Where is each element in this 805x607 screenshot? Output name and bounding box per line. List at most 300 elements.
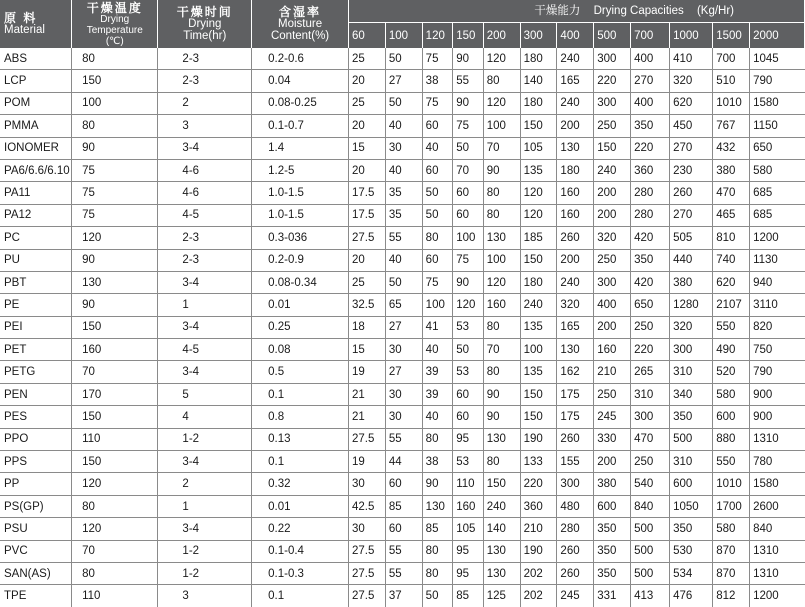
capacity-cell: 27.5 (348, 540, 385, 562)
capacity-cell: 767 (713, 115, 750, 137)
capacity-cell: 650 (750, 137, 805, 159)
capacity-cell: 80 (422, 562, 453, 584)
capacity-cell: 360 (631, 159, 670, 181)
capacity-cell: 39 (422, 383, 453, 405)
capacity-cell: 320 (670, 316, 713, 338)
capacity-cell: 200 (594, 204, 631, 226)
capacity-column-header: 100 (385, 23, 422, 49)
capacity-cell: 400 (631, 92, 670, 114)
capacity-cell: 790 (750, 361, 805, 383)
capacity-cell: 160 (453, 495, 484, 517)
moisture-cell: 0.8 (252, 406, 349, 428)
capacity-cell: 80 (422, 540, 453, 562)
table-row (0, 92, 805, 114)
capacity-cell: 44 (385, 451, 422, 473)
capacity-cell: 1280 (670, 294, 713, 316)
table-row (0, 428, 805, 450)
temperature-cell: 150 (72, 406, 158, 428)
moisture-cell: 0.25 (252, 316, 349, 338)
table-row (0, 451, 805, 473)
capacity-cell: 27.5 (348, 428, 385, 450)
table-header (0, 0, 805, 48)
capacity-cell: 280 (631, 182, 670, 204)
capacity-cell: 165 (557, 70, 594, 92)
capacity-cell: 42.5 (348, 495, 385, 517)
capacity-cell: 162 (557, 361, 594, 383)
capacity-cell: 500 (631, 562, 670, 584)
capacity-cell: 202 (520, 585, 557, 607)
capacity-cell: 350 (670, 518, 713, 540)
capacity-cell: 250 (631, 316, 670, 338)
time-cell: 1-2 (158, 562, 252, 584)
time-cell: 4-5 (158, 204, 252, 226)
material-cell: ABS (0, 48, 72, 70)
capacity-cell: 150 (520, 383, 557, 405)
moisture-cell: 0.1-0.3 (252, 562, 349, 584)
capacity-cell: 55 (385, 227, 422, 249)
capacity-cell: 85 (385, 495, 422, 517)
capacity-cell: 120 (483, 271, 520, 293)
capacity-cell: 53 (453, 451, 484, 473)
capacity-cell: 120 (483, 48, 520, 70)
moisture-cell: 0.04 (252, 70, 349, 92)
capacity-cell: 1580 (750, 473, 805, 495)
moisture-cell: 1.0-1.5 (252, 204, 349, 226)
time-cell: 3-4 (158, 316, 252, 338)
capacity-cell: 90 (453, 271, 484, 293)
capacity-column-header: 300 (520, 23, 557, 49)
capacity-cell: 25 (348, 271, 385, 293)
time-cell: 4-6 (158, 182, 252, 204)
capacity-cell: 260 (557, 540, 594, 562)
capacity-cell: 270 (670, 137, 713, 159)
capacity-cell: 220 (594, 70, 631, 92)
capacity-cell: 120 (453, 294, 484, 316)
capacity-cell: 80 (483, 70, 520, 92)
capacity-column-header: 120 (422, 23, 453, 49)
moisture-cell: 0.08-0.34 (252, 271, 349, 293)
capacity-cell: 135 (520, 316, 557, 338)
capacity-cell: 27.5 (348, 562, 385, 584)
capacity-cell: 53 (453, 316, 484, 338)
capacity-cell: 165 (557, 316, 594, 338)
time-cell: 2-3 (158, 249, 252, 271)
capacity-cell: 180 (520, 271, 557, 293)
table-row (0, 294, 805, 316)
capacity-cell: 200 (557, 115, 594, 137)
table-row (0, 227, 805, 249)
capacity-cell: 1310 (750, 562, 805, 584)
moisture-cell: 0.13 (252, 428, 349, 450)
capacity-cell: 550 (713, 316, 750, 338)
capacity-cell: 820 (750, 316, 805, 338)
capacity-cell: 300 (631, 406, 670, 428)
capacity-cell: 740 (713, 249, 750, 271)
material-cell: PEN (0, 383, 72, 405)
capacity-cell: 15 (348, 339, 385, 361)
capacity-cell: 20 (348, 115, 385, 137)
capacity-cell: 27.5 (348, 585, 385, 607)
capacity-cell: 900 (750, 383, 805, 405)
capacity-cell: 40 (385, 115, 422, 137)
capacity-cell: 39 (422, 361, 453, 383)
capacity-cell: 900 (750, 406, 805, 428)
table-row (0, 406, 805, 428)
material-cell: PA12 (0, 204, 72, 226)
time-cell: 1-2 (158, 540, 252, 562)
capacity-cell: 420 (631, 227, 670, 249)
temperature-cell: 80 (72, 48, 158, 70)
capacity-cell: 60 (453, 406, 484, 428)
capacity-cell: 55 (385, 562, 422, 584)
capacity-cell: 510 (713, 70, 750, 92)
capacity-cell: 265 (631, 361, 670, 383)
header-material: 原 料 Material (0, 0, 72, 48)
capacity-cell: 620 (713, 271, 750, 293)
material-cell: PEI (0, 316, 72, 338)
table-row (0, 182, 805, 204)
temperature-cell: 75 (72, 204, 158, 226)
capacity-cell: 21 (348, 406, 385, 428)
capacity-cell: 105 (453, 518, 484, 540)
capacity-cell: 470 (631, 428, 670, 450)
capacity-cell: 160 (557, 204, 594, 226)
capacity-cell: 17.5 (348, 182, 385, 204)
table-row (0, 48, 805, 70)
capacity-cell: 40 (385, 249, 422, 271)
capacity-column-header: 60 (348, 23, 385, 49)
temperature-cell: 160 (72, 339, 158, 361)
material-cell: PBT (0, 271, 72, 293)
capacity-cell: 80 (422, 428, 453, 450)
capacity-cell: 80 (483, 451, 520, 473)
capacity-cell: 350 (594, 540, 631, 562)
temperature-cell: 170 (72, 383, 158, 405)
capacity-cell: 50 (422, 585, 453, 607)
capacity-cell: 30 (348, 518, 385, 540)
capacity-cell: 230 (670, 159, 713, 181)
capacity-cell: 320 (670, 70, 713, 92)
capacity-cell: 650 (631, 294, 670, 316)
capacity-cell: 220 (631, 339, 670, 361)
capacity-cell: 580 (713, 518, 750, 540)
table-row (0, 585, 805, 607)
capacity-cell: 240 (557, 48, 594, 70)
capacity-column-header: 500 (594, 23, 631, 49)
capacity-cell: 150 (594, 137, 631, 159)
capacity-cell: 465 (713, 204, 750, 226)
capacity-cell: 200 (557, 249, 594, 271)
capacity-cell: 60 (385, 473, 422, 495)
temperature-cell: 150 (72, 70, 158, 92)
capacity-cell: 840 (631, 495, 670, 517)
material-cell: PS(GP) (0, 495, 72, 517)
capacity-cell: 160 (594, 339, 631, 361)
capacity-cell: 600 (713, 406, 750, 428)
capacity-cell: 85 (422, 518, 453, 540)
capacity-column-header: 1000 (670, 23, 713, 49)
time-cell: 3-4 (158, 518, 252, 540)
time-cell: 3 (158, 115, 252, 137)
capacity-cell: 870 (713, 540, 750, 562)
capacity-cell: 1580 (750, 92, 805, 114)
capacity-cell: 240 (557, 92, 594, 114)
capacity-cell: 55 (453, 70, 484, 92)
capacity-cell: 600 (670, 473, 713, 495)
temperature-cell: 110 (72, 585, 158, 607)
capacity-cell: 220 (631, 137, 670, 159)
capacity-cell: 260 (557, 428, 594, 450)
capacity-cell: 130 (483, 540, 520, 562)
time-cell: 2-3 (158, 70, 252, 92)
capacity-cell: 20 (348, 159, 385, 181)
capacity-cell: 135 (520, 361, 557, 383)
capacity-cell: 530 (670, 540, 713, 562)
material-cell: PC (0, 227, 72, 249)
table-row (0, 137, 805, 159)
capacity-cell: 135 (520, 159, 557, 181)
capacity-cell: 1150 (750, 115, 805, 137)
capacity-cell: 1700 (713, 495, 750, 517)
capacity-cell: 95 (453, 428, 484, 450)
capacity-cell: 245 (594, 406, 631, 428)
moisture-cell: 0.08 (252, 339, 349, 361)
capacity-cell: 17.5 (348, 204, 385, 226)
capacity-cell: 20 (348, 249, 385, 271)
material-cell: LCP (0, 70, 72, 92)
temperature-cell: 90 (72, 137, 158, 159)
time-cell: 3-4 (158, 451, 252, 473)
capacity-cell: 300 (594, 48, 631, 70)
table-body (0, 48, 805, 607)
capacity-cell: 30 (385, 137, 422, 159)
moisture-cell: 0.32 (252, 473, 349, 495)
capacity-cell: 55 (385, 428, 422, 450)
capacity-cell: 350 (594, 518, 631, 540)
capacity-cell: 2107 (713, 294, 750, 316)
capacity-cell: 500 (631, 540, 670, 562)
capacity-cell: 210 (594, 361, 631, 383)
header-drying-temperature: 干燥温度 Drying Temperature (℃) (72, 0, 158, 48)
capacity-cell: 19 (348, 451, 385, 473)
capacity-cell: 50 (385, 271, 422, 293)
temperature-cell: 90 (72, 249, 158, 271)
capacity-cell: 280 (557, 518, 594, 540)
time-cell: 3-4 (158, 361, 252, 383)
capacity-cell: 25 (348, 48, 385, 70)
capacity-cell: 505 (670, 227, 713, 249)
capacity-cell: 320 (594, 227, 631, 249)
capacity-cell: 350 (594, 562, 631, 584)
capacity-cell: 30 (385, 406, 422, 428)
capacity-cell: 600 (594, 495, 631, 517)
capacity-cell: 700 (713, 48, 750, 70)
capacity-cell: 160 (557, 182, 594, 204)
capacity-cell: 685 (750, 182, 805, 204)
time-cell: 2 (158, 473, 252, 495)
temperature-cell: 120 (72, 473, 158, 495)
capacity-cell: 27 (385, 70, 422, 92)
capacity-cell: 420 (631, 271, 670, 293)
capacity-cell: 240 (594, 159, 631, 181)
capacity-cell: 120 (483, 92, 520, 114)
material-cell: PA11 (0, 182, 72, 204)
table-row (0, 316, 805, 338)
capacity-cell: 1310 (750, 428, 805, 450)
capacity-cell: 100 (483, 249, 520, 271)
material-cell: PPS (0, 451, 72, 473)
capacity-cell: 130 (422, 495, 453, 517)
capacity-cell: 1010 (713, 92, 750, 114)
capacity-cell: 130 (483, 227, 520, 249)
time-cell: 3-4 (158, 271, 252, 293)
capacity-cell: 200 (594, 451, 631, 473)
capacity-cell: 27 (385, 316, 422, 338)
capacity-cell: 35 (385, 204, 422, 226)
temperature-cell: 130 (72, 271, 158, 293)
capacity-cell: 150 (483, 473, 520, 495)
capacity-cell: 240 (483, 495, 520, 517)
capacity-cell: 130 (483, 428, 520, 450)
time-cell: 1 (158, 294, 252, 316)
capacity-cell: 685 (750, 204, 805, 226)
capacity-cell: 15 (348, 137, 385, 159)
table-row (0, 339, 805, 361)
capacity-cell: 30 (348, 473, 385, 495)
time-cell: 1-2 (158, 428, 252, 450)
capacity-cell: 360 (520, 495, 557, 517)
capacity-cell: 940 (750, 271, 805, 293)
capacity-cell: 60 (422, 159, 453, 181)
capacity-cell: 260 (557, 562, 594, 584)
time-cell: 2-3 (158, 48, 252, 70)
capacity-column-header: 2000 (750, 23, 805, 49)
capacity-cell: 500 (631, 518, 670, 540)
table-row (0, 361, 805, 383)
capacity-cell: 1050 (670, 495, 713, 517)
capacity-cell: 80 (483, 361, 520, 383)
capacity-cell: 1130 (750, 249, 805, 271)
table-row (0, 159, 805, 181)
moisture-cell: 0.2-0.9 (252, 249, 349, 271)
temperature-cell: 120 (72, 227, 158, 249)
capacity-cell: 250 (594, 249, 631, 271)
capacity-cell: 202 (520, 562, 557, 584)
material-cell: SAN(AS) (0, 562, 72, 584)
moisture-cell: 0.01 (252, 495, 349, 517)
capacity-cell: 2600 (750, 495, 805, 517)
capacity-cell: 38 (422, 451, 453, 473)
capacity-cell: 55 (385, 540, 422, 562)
capacity-cell: 245 (557, 585, 594, 607)
capacity-cell: 280 (631, 204, 670, 226)
capacity-cell: 50 (453, 137, 484, 159)
capacity-cell: 300 (594, 271, 631, 293)
capacity-cell: 120 (520, 182, 557, 204)
capacity-cell: 880 (713, 428, 750, 450)
capacity-cell: 95 (453, 562, 484, 584)
capacity-cell: 240 (557, 271, 594, 293)
temperature-cell: 80 (72, 562, 158, 584)
capacity-cell: 534 (670, 562, 713, 584)
capacity-cell: 840 (750, 518, 805, 540)
table-row (0, 473, 805, 495)
capacity-cell: 620 (670, 92, 713, 114)
capacity-cell: 330 (594, 428, 631, 450)
time-cell: 4-6 (158, 159, 252, 181)
capacity-cell: 160 (483, 294, 520, 316)
capacity-cell: 150 (520, 406, 557, 428)
capacity-cell: 25 (348, 92, 385, 114)
header-drying-capacities: 干燥能力 Drying Capacities (Kg/Hr) (348, 0, 804, 23)
capacity-cell: 90 (483, 159, 520, 181)
table-row (0, 495, 805, 517)
moisture-cell: 0.01 (252, 294, 349, 316)
capacity-cell: 440 (670, 249, 713, 271)
table-row (0, 271, 805, 293)
header-drying-time: 干燥时间 Drying Time(hr) (158, 0, 252, 48)
capacity-cell: 150 (520, 249, 557, 271)
capacity-cell: 310 (670, 451, 713, 473)
capacity-cell: 155 (557, 451, 594, 473)
time-cell: 3-4 (158, 137, 252, 159)
material-cell: PES (0, 406, 72, 428)
material-cell: PMMA (0, 115, 72, 137)
material-cell: PVC (0, 540, 72, 562)
capacity-cell: 130 (557, 339, 594, 361)
capacity-cell: 300 (557, 473, 594, 495)
material-cell: PP (0, 473, 72, 495)
capacity-cell: 300 (670, 339, 713, 361)
capacity-cell: 300 (594, 92, 631, 114)
capacity-cell: 37 (385, 585, 422, 607)
capacity-cell: 200 (594, 316, 631, 338)
table-row (0, 383, 805, 405)
moisture-cell: 1.2-5 (252, 159, 349, 181)
capacity-cell: 210 (520, 518, 557, 540)
capacity-cell: 95 (453, 540, 484, 562)
capacity-cell: 250 (594, 383, 631, 405)
temperature-cell: 150 (72, 451, 158, 473)
temperature-cell: 70 (72, 361, 158, 383)
capacity-cell: 75 (453, 249, 484, 271)
capacity-cell: 100 (422, 294, 453, 316)
capacity-cell: 100 (453, 227, 484, 249)
capacity-cell: 3110 (750, 294, 805, 316)
capacity-cell: 50 (422, 204, 453, 226)
capacity-cell: 41 (422, 316, 453, 338)
moisture-cell: 0.08-0.25 (252, 92, 349, 114)
capacity-cell: 140 (483, 518, 520, 540)
moisture-cell: 0.5 (252, 361, 349, 383)
capacity-cell: 60 (453, 204, 484, 226)
capacity-cell: 105 (520, 137, 557, 159)
capacity-cell: 1200 (753, 590, 779, 603)
capacity-cell: 133 (520, 451, 557, 473)
capacity-cell: 70 (483, 339, 520, 361)
capacity-cell: 60 (385, 518, 422, 540)
capacity-cell: 75 (453, 115, 484, 137)
capacity-cell: 790 (750, 70, 805, 92)
table-row (0, 540, 805, 562)
material-cell: PSU (0, 518, 72, 540)
capacity-cell: 32.5 (348, 294, 385, 316)
capacity-cell: 200 (594, 182, 631, 204)
capacity-cell: 750 (750, 339, 805, 361)
capacity-cell: 320 (557, 294, 594, 316)
capacity-cell: 130 (557, 137, 594, 159)
capacity-cell: 490 (713, 339, 750, 361)
